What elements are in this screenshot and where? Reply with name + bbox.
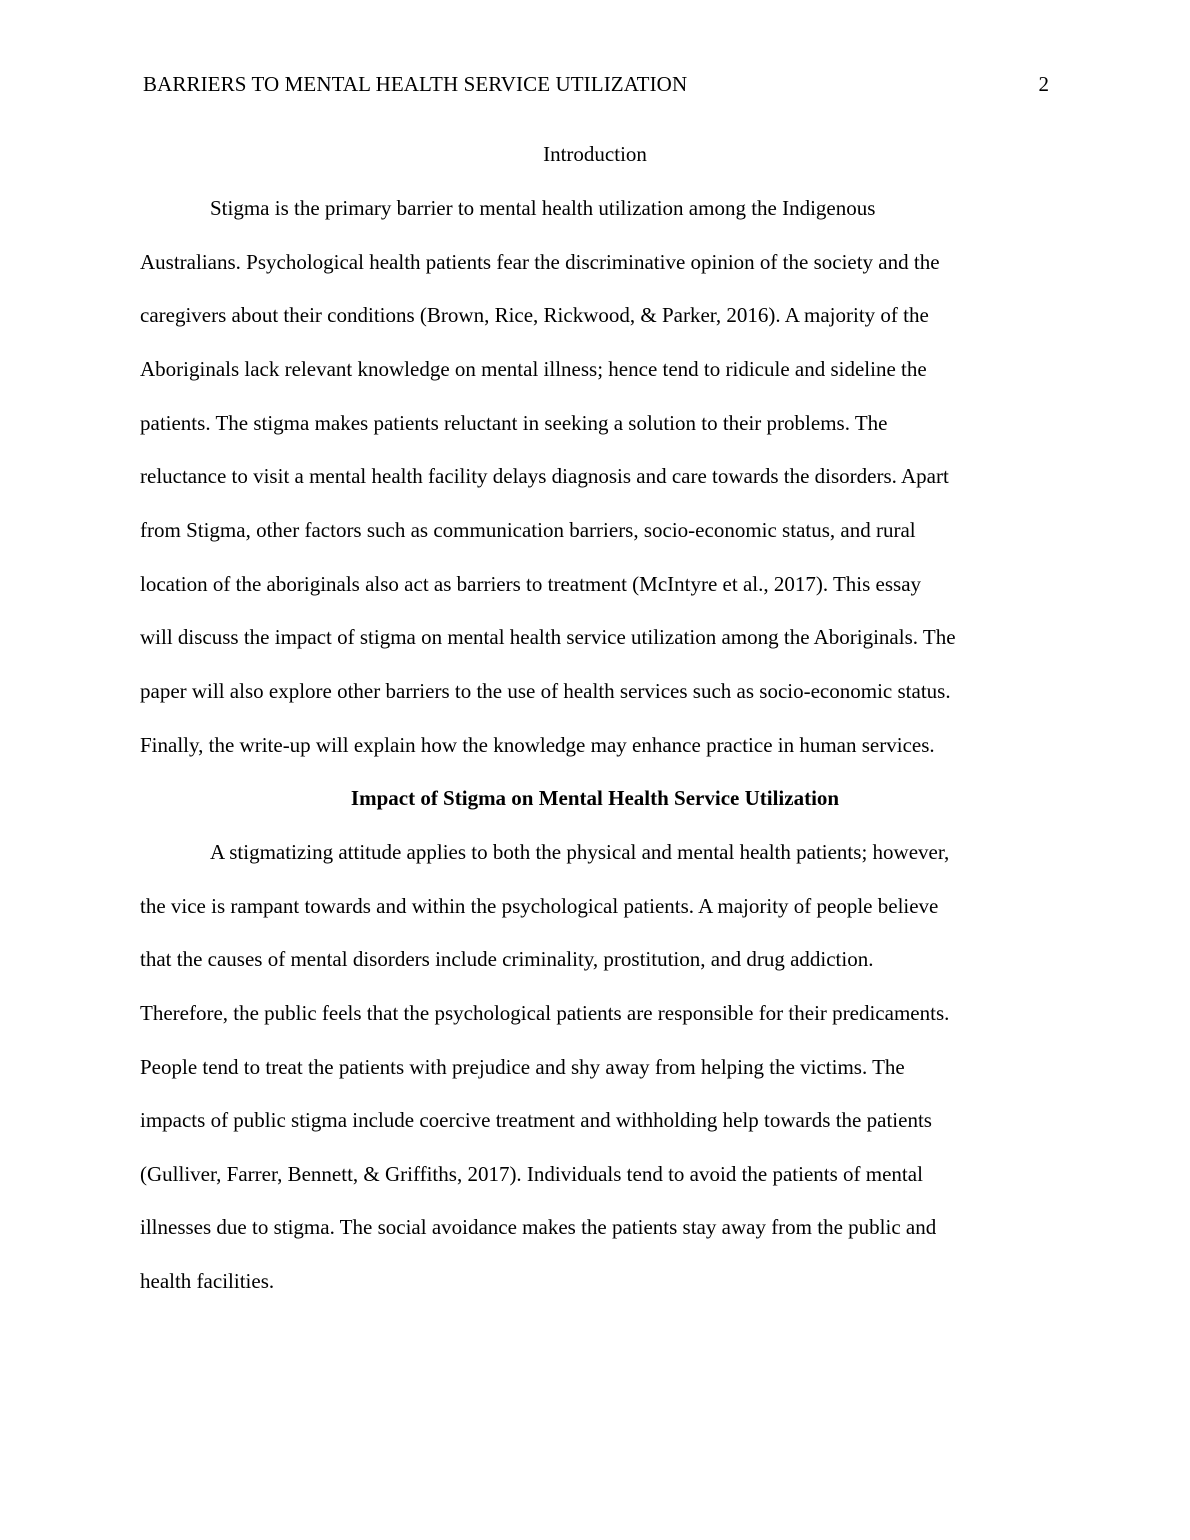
- paragraph-line: paper will also explore other barriers to the use of health services such as socio-economic status.: [140, 679, 951, 703]
- paragraph-line: illnesses due to stigma. The social avoidance makes the patients stay away from the public and: [140, 1215, 937, 1239]
- paragraph-line: Finally, the write-up will explain how the knowledge may enhance practice in human services.: [140, 733, 935, 757]
- paragraph-line: impacts of public stigma include coercive treatment and withholding help towards the patients: [140, 1108, 932, 1132]
- paragraph-line: health facilities.: [140, 1269, 275, 1293]
- paragraph-line: location of the aboriginals also act as barriers to treatment (McIntyre et al., 2017). This essay: [140, 572, 922, 596]
- paragraph-line: Stigma is the primary barrier to mental health utilization among the Indigenous: [210, 196, 876, 220]
- paragraph-line: A stigmatizing attitude applies to both the physical and mental health patients; however,: [210, 840, 950, 864]
- paragraph-line: Aboriginals lack relevant knowledge on mental illness; hence tend to ridicule and sideline the: [140, 357, 927, 381]
- paragraph-line: Therefore, the public feels that the psychological patients are responsible for their predicaments.: [140, 1001, 950, 1025]
- paragraph-line: People tend to treat the patients with prejudice and shy away from helping the victims. The: [140, 1055, 905, 1079]
- paragraph-line: caregivers about their conditions (Brown, Rice, Rickwood, & Parker, 2016). A majority of the: [140, 303, 929, 327]
- page-number: 2: [1038, 72, 1049, 96]
- stigma-section-heading: Impact of Stigma on Mental Health Service Utilization: [350, 786, 840, 810]
- introduction-heading: Introduction: [543, 142, 647, 166]
- paragraph-line: (Gulliver, Farrer, Bennett, & Griffiths, 2017). Individuals tend to avoid the patients of mental: [140, 1162, 923, 1186]
- paragraph-line: that the causes of mental disorders include criminality, prostitution, and drug addiction.: [140, 947, 874, 971]
- paragraph-line: the vice is rampant towards and within the psychological patients. A majority of people believe: [140, 894, 939, 918]
- paragraph-line: patients. The stigma makes patients reluctant in seeking a solution to their problems. The: [140, 411, 888, 435]
- running-head: BARRIERS TO MENTAL HEALTH SERVICE UTILIZATION: [143, 72, 688, 96]
- paragraph-line: reluctance to visit a mental health facility delays diagnosis and care towards the disorders. Apart: [140, 464, 949, 488]
- paragraph-line: from Stigma, other factors such as communication barriers, socio-economic status, and rural: [140, 518, 916, 542]
- paragraph-line: will discuss the impact of stigma on mental health service utilization among the Aboriginals. The: [140, 625, 956, 649]
- paragraph-line: Australians. Psychological health patients fear the discriminative opinion of the society and the: [140, 250, 940, 274]
